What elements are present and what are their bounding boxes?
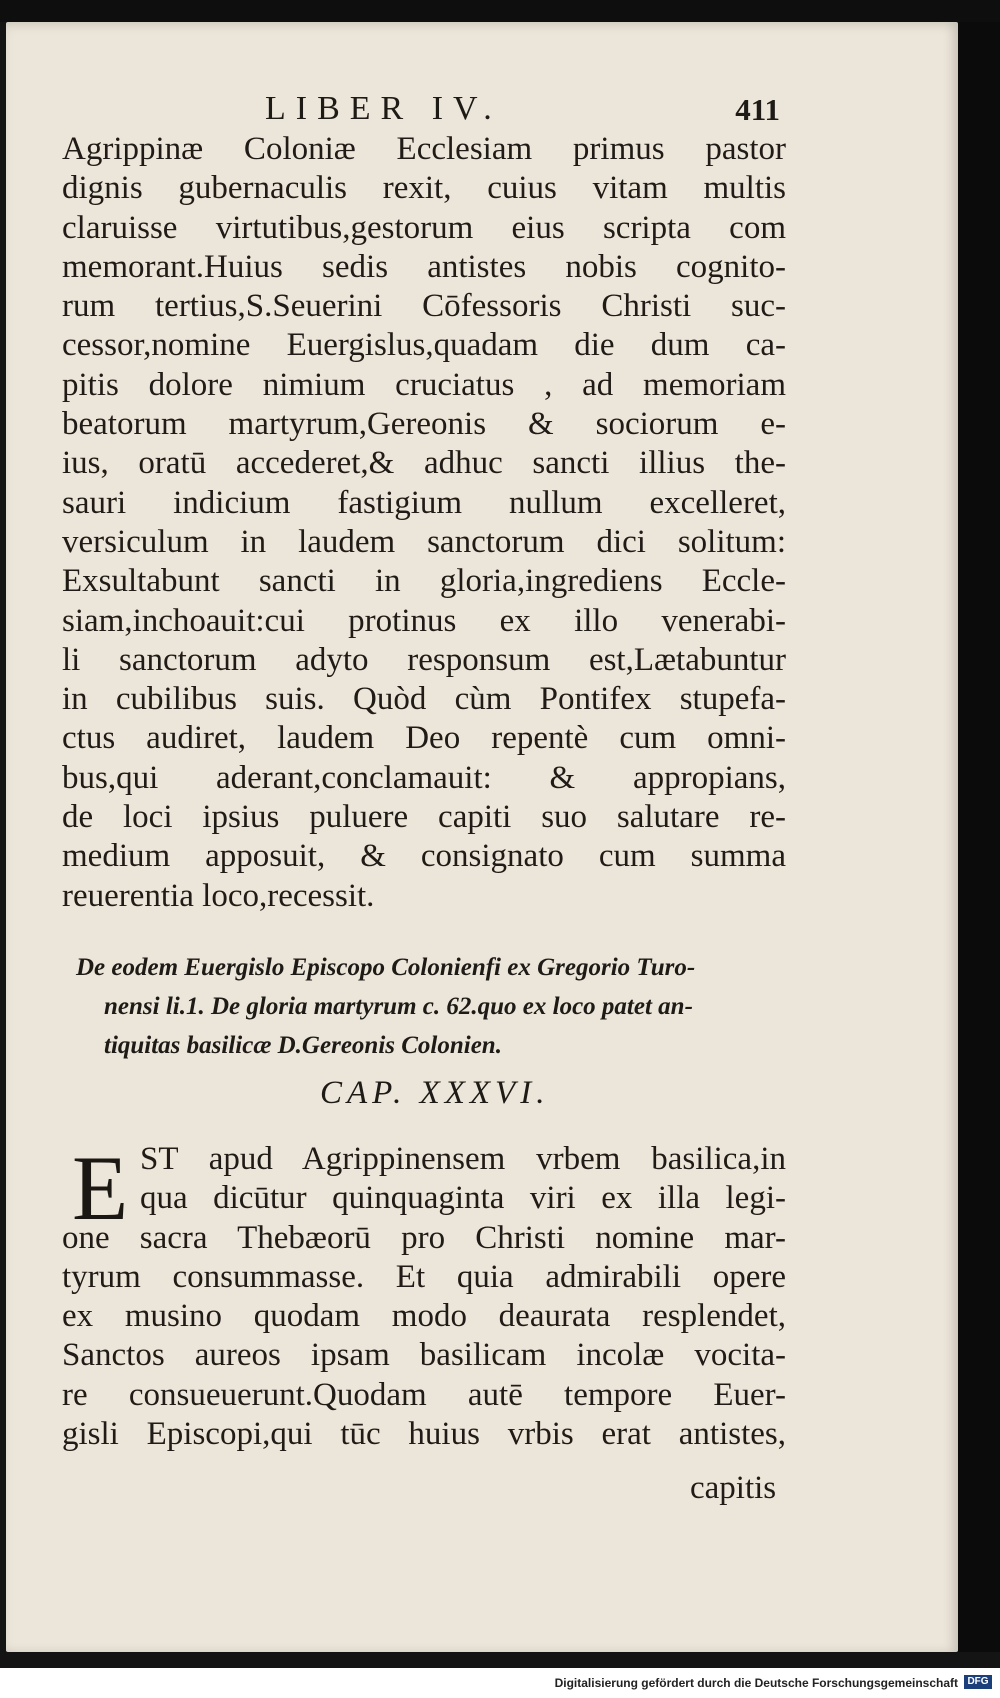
drop-cap: E bbox=[72, 1137, 129, 1239]
text-line: ST apud Agrippinensem vrbem basilica,in bbox=[140, 1141, 786, 1177]
text-line: beatorum martyrum,Gereonis & sociorum e- bbox=[62, 406, 786, 443]
scan-top-border bbox=[0, 0, 1000, 22]
running-head-title: LIBER IV. bbox=[265, 90, 502, 127]
text-line: li sanctorum adyto responsum est,Lætabuntur bbox=[62, 641, 786, 678]
text-line: bus,qui aderant,conclamauit: & appropians, bbox=[62, 759, 786, 796]
text-line: medium apposuit, & consignato cum summa bbox=[62, 838, 786, 875]
text-line: Sanctos aureos ipsam basilicam incolæ vocita- bbox=[62, 1337, 786, 1374]
summary-line: tiquitas basilicæ D.Gereonis Colonien. bbox=[104, 1032, 502, 1059]
text-line: tyrum consummasse. Et quia admirabili opere bbox=[62, 1258, 786, 1295]
text-line: reuerentia loco,recessit. bbox=[62, 877, 375, 914]
text-line: ius, oratū accederet,& adhuc sancti illius the- bbox=[62, 445, 786, 482]
text-line: dignis gubernaculis rexit, cuius vitam multis bbox=[62, 170, 786, 207]
funding-credit: Digitalisierung gefördert durch die Deutsche Forschungsgemeinschaft bbox=[554, 1676, 958, 1690]
running-head bbox=[60, 90, 780, 130]
catchword: capitis bbox=[690, 1470, 777, 1506]
page-number: 411 bbox=[735, 92, 780, 127]
text-line: ctus audiret, laudem Deo repentè cum omni- bbox=[62, 720, 786, 757]
text-line: rum tertius,S.Seuerini Cōfessoris Christi suc- bbox=[62, 288, 786, 325]
text-line: cessor,nomine Euergislus,quadam die dum ca- bbox=[62, 327, 786, 364]
text-line: siam,inchoauit:cui protinus ex illo venerabi- bbox=[62, 602, 786, 639]
text-line: one sacra Thebæorū pro Christi nomine mar- bbox=[62, 1219, 786, 1256]
text-line: Exsultabunt sancti in gloria,ingrediens Eccle- bbox=[62, 563, 786, 600]
text-line: qua dicūtur quinquaginta viri ex illa legi- bbox=[140, 1180, 786, 1217]
body-text bbox=[62, 130, 786, 916]
text-line: re consueuerunt.Quodam autē tempore Euer- bbox=[62, 1376, 786, 1413]
text-line: memorant.Huius sedis antistes nobis cognito- bbox=[62, 248, 786, 285]
text-line: claruisse virtutibus,gestorum eius scripta com bbox=[62, 209, 786, 246]
chapter-text bbox=[62, 1137, 786, 1454]
summary-line: De eodem Euergislo Episcopo Colonienfi ex Gregorio Turo- bbox=[76, 954, 696, 981]
dfg-logo: DFG bbox=[964, 1675, 992, 1689]
text-line: de loci ipsius puluere capiti suo salutare re- bbox=[62, 799, 786, 836]
text-line: gisli Episcopi,qui tūc huius vrbis erat antistes, bbox=[62, 1416, 786, 1453]
text-line: in cubilibus suis. Quòd cùm Pontifex stupefa- bbox=[62, 681, 786, 718]
scan-right-border bbox=[958, 22, 1000, 1652]
text-line: versiculum in laudem sanctorum dici solitum: bbox=[62, 523, 786, 560]
text-line: pitis dolore nimium cruciatus , ad memoriam bbox=[62, 366, 786, 403]
chapter-summary bbox=[76, 948, 786, 1065]
text-line: ex musino quodam modo deaurata resplendet, bbox=[62, 1298, 786, 1335]
text-line: sauri indicium fastigium nullum excelleret, bbox=[62, 484, 786, 521]
summary-line: nensi li.1. De gloria martyrum c. 62.quo ex loco patet an- bbox=[104, 993, 693, 1020]
text-line: Agrippinæ Coloniæ Ecclesiam primus pastor bbox=[62, 131, 786, 167]
chapter-heading: CAP. XXXVI. bbox=[320, 1075, 550, 1111]
